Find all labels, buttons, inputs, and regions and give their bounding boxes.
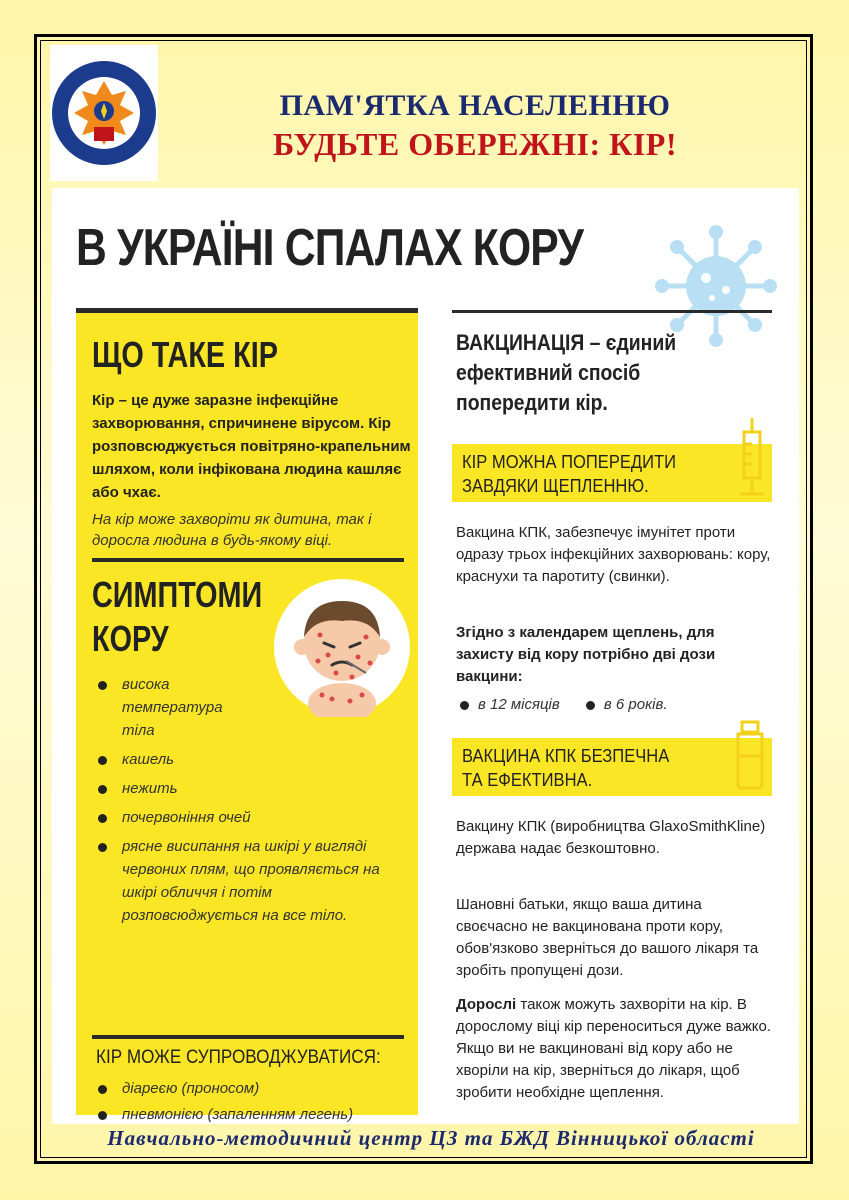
any-age-note: На кір може захворіти як дитина, так і доросла людина в будь-якому віці.: [92, 511, 372, 549]
divider: [92, 1035, 404, 1039]
symptom-item: рясне висипання на шкірі у вигляді червоних плям, що проявляється на шкірі обличчя і потім розповсюджується на все тіло.: [96, 835, 412, 927]
what-is-measles-heading: ЩО ТАКЕ КІР: [92, 334, 278, 375]
schedule-text: Згідно з календарем щеплень, для захисту від кору потрібно дві дози вакцини:: [456, 624, 716, 685]
vaccination-heading: ВАКЦИНАЦІЯ – єдиний ефективний спосіб попередити кір.: [456, 330, 677, 415]
emblem-logo: [50, 45, 158, 181]
footer-organization: Навчально-методичний центр ЦЗ та БЖД Вінницької області: [107, 1126, 755, 1150]
page-header: [190, 88, 760, 164]
symptom-item: почервоніння очей: [96, 806, 412, 829]
info-column: [76, 308, 418, 1123]
parents-advice-text: Шановні батьки, якщо ваша дитина своєчасно не вакцинована проти кору, обов'язково зверніться до вашого лікаря та зробіть пропущені дози.: [456, 896, 759, 979]
header-title: ПАМ'ЯТКА НАСЕЛЕННЮ: [279, 89, 671, 122]
dose-list: [456, 696, 776, 713]
symptoms-list: [96, 673, 412, 933]
complications-heading: КІР МОЖЕ СУПРОВОДЖУВАТИСЯ:: [96, 1047, 381, 1068]
measles-poster: [52, 188, 799, 1124]
complication-item: пневмонією (запаленням легень): [96, 1103, 412, 1124]
what-is-measles-text: Кір – це дуже заразне інфекційне захворювання, спричинене вірусом. Кір розповсюджується повітряно-крапельним шляхом, коли інфікована людина кашляє або чхає.: [92, 392, 411, 501]
dose-item: в 12 місяців: [456, 696, 560, 713]
symptom-item: висока температура тіла: [96, 673, 252, 742]
symptom-item: нежить: [96, 777, 412, 800]
vial-icon: [728, 720, 772, 790]
safe-banner: ВАКЦИНА КПК БЕЗПЕЧНА ТА ЕФЕКТИВНА.: [452, 738, 772, 796]
poster-title: В УКРАЇНІ СПАЛАХ КОРУ: [76, 219, 584, 277]
adults-advice-text: Дорослі також можуть захворіти на кір. В дорослому віці кір переноситься дуже важко. Якщо ви не вакциновані від кору або не хворіли на кір, зверніться до лікаря, щоб зробити необхідне щеплення.: [456, 996, 771, 1101]
complication-item: діареєю (проносом): [96, 1077, 412, 1100]
free-vaccine-text: Вакцину КПК (виробництва GlaxoSmithKline) держава надає безкоштовно.: [456, 818, 766, 857]
vaccine-info-text: Вакцина КПК, забезпечує імунітет проти одразу трьох інфекційних захворювань: кору, краснухи та паротиту (свинки).: [456, 524, 771, 585]
header-warning: БУДЬТЕ ОБЕРЕЖНІ: КІР!: [272, 126, 677, 162]
divider: [452, 310, 772, 313]
syringe-icon: [732, 416, 772, 502]
symptoms-heading: СИМПТОМИ КОРУ: [92, 574, 263, 659]
prevent-banner: КІР МОЖНА ПОПЕРЕДИТИ ЗАВДЯКИ ЩЕПЛЕННЮ.: [452, 444, 772, 502]
complications-list: [96, 1077, 412, 1124]
divider: [92, 558, 404, 562]
symptom-item: кашель: [96, 748, 412, 771]
dose-item: в 6 років.: [582, 696, 668, 713]
